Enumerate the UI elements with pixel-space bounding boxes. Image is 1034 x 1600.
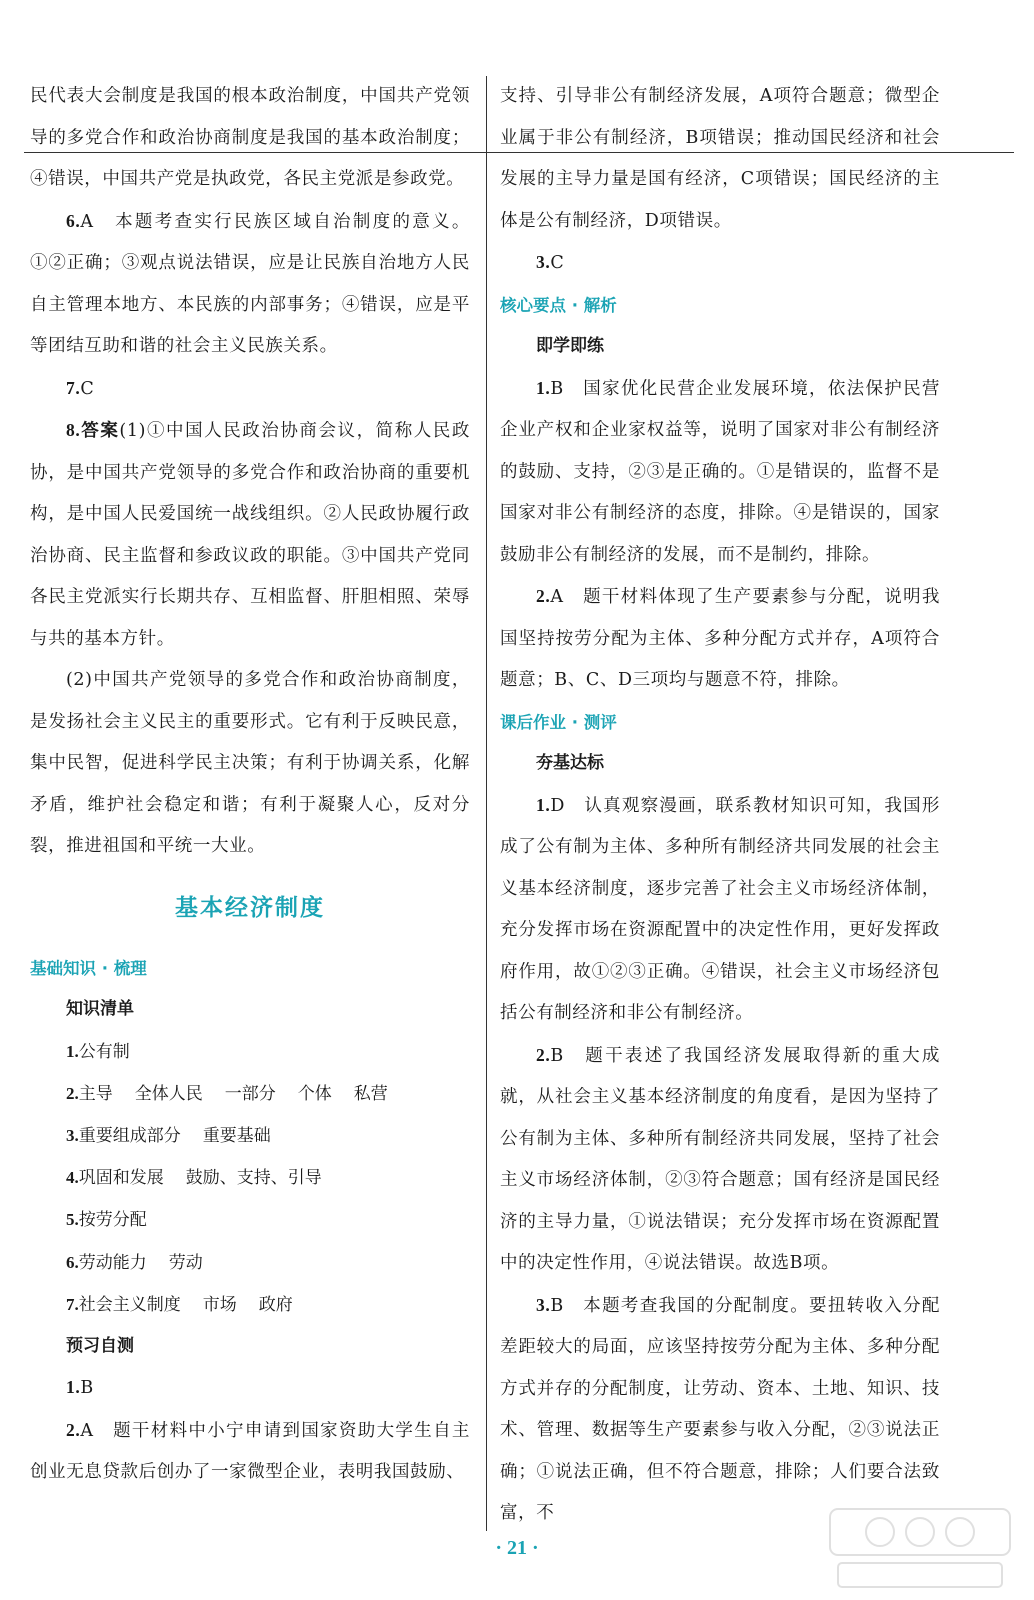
homework-answer-3 [500, 1285, 940, 1535]
practice-answer-1 [500, 368, 940, 577]
preview-answer-1 [30, 1367, 470, 1410]
list-number: 5. [66, 1210, 79, 1230]
answer-text: A 本题考查实行民族区域自治制度的意义。①②正确；③观点说法错误，应是让民族自治地方人民自主管理本地方、本民族的内部事务；④错误，应是平等团结互助和谐的社会主义民族关系。 [30, 211, 470, 356]
list-term: 公有制 [78, 1041, 130, 1062]
answer-text: C [550, 253, 565, 273]
answer-number: 2. [66, 1419, 81, 1440]
list-term: 按劳分配 [78, 1210, 147, 1231]
answer-text: A 题干材料体现了生产要素参与分配，说明我国坚持按劳分配为主体、多种分配方式并存，A项符合题意；B、C、D三项均与题意不符，排除。 [500, 587, 940, 690]
subsection-heading: 预习自测 [66, 1335, 134, 1356]
answer-label: 答案 [80, 421, 120, 441]
homework-answer-1 [500, 785, 940, 1035]
list-term: 劳动 [168, 1252, 203, 1273]
knowledge-list [30, 1031, 470, 1326]
page-number: · 21 · [495, 1537, 539, 1559]
preview-answer-2 [30, 1410, 470, 1494]
list-term: 重要基础 [202, 1125, 271, 1146]
left-column [30, 76, 470, 1494]
answer-text: B 题干表述了我国经济发展取得新的重大成就，从社会主义基本经济制度的角度看，是因为坚持了公有制为主体、多种所有制经济共同发展，坚持了社会主义市场经济体制，②③符合题意；国有经济是国民经济的主导力量，①说法错误；充分发挥市场在资源配置中的决定性作用，④说法错误。故选B项。 [500, 1045, 940, 1273]
subsection-heading: 知识清单 [66, 999, 134, 1019]
answer-number: 8. [66, 420, 81, 440]
list-number: 1. [66, 1041, 79, 1061]
answer-6 [30, 201, 470, 368]
answer-7 [30, 368, 470, 411]
section-heading: 基础知识 · 梳理 [30, 958, 147, 978]
subsection-heading: 夯基达标 [536, 753, 604, 773]
paragraph-continued: 民代表大会制度是我国的根本政治制度，中国共产党领导的多党合作和政治协商制度是我国的基本政治制度；④错误，中国共产党是执政党，各民主党派是参政党。 [30, 86, 470, 189]
knowledge-list-item [30, 1242, 470, 1284]
list-term: 鼓励、支持、引导 [185, 1168, 322, 1189]
list-term: 一部分 [224, 1083, 276, 1104]
answer-8-part-2: (2)中国共产党领导的多党合作和政治协商制度，是发扬社会主义民主的重要形式。它有利于反映民意，集中民智，促进科学民主决策；有利于协调关系，化解矛盾，维护社会稳定和谐；有利于凝聚人心，反对分裂，推进祖国和平统一大业。 [30, 670, 470, 856]
list-term: 全体人民 [134, 1083, 203, 1104]
answer-number: 3. [536, 252, 551, 272]
answer-text: B 国家优化民营企业发展环境，依法保护民营企业产权和企业家权益等，说明了国家对非公有制经济的鼓励、支持，②③是正确的。①是错误的，监督不是国家对非公有制经济的态度，排除。④是错误的，国家鼓励非公有制经济的发展，而不是制约，排除。 [500, 378, 940, 565]
answer-number: 1. [536, 794, 551, 815]
answer-number: 2. [536, 586, 551, 606]
knowledge-list-item [30, 1031, 470, 1073]
answer-number: 3. [536, 1294, 551, 1315]
answer-text: A 题干材料中小宁申请到国家资助大学生自主创业无息贷款后创办了一家微型企业，表明我国鼓励、 [30, 1420, 470, 1483]
knowledge-list-item [30, 1284, 470, 1326]
list-number: 7. [66, 1294, 79, 1314]
list-term: 主导 [78, 1083, 113, 1104]
list-number: 4. [66, 1168, 79, 1188]
list-term: 巩固和发展 [78, 1168, 164, 1189]
list-term: 个体 [297, 1083, 332, 1104]
list-number: 3. [66, 1125, 79, 1145]
answer-text: B [80, 1378, 94, 1399]
knowledge-list-item [30, 1073, 470, 1115]
answer-text: B 本题考查我国的分配制度。要扭转收入分配差距较大的局面，应该坚持按劳分配为主体、多种分配方式并存的分配制度，让劳动、资本、土地、知识、技术、管理、数据等生产要素参与收入分配，②③说法正确；①说法正确，但不符合题意，排除；人们要合法致富，不 [500, 1295, 940, 1523]
section-heading: 核心要点 · 解析 [500, 295, 617, 315]
watermark-logo [820, 1505, 1020, 1593]
column-divider [486, 76, 487, 1531]
knowledge-list-item [30, 1199, 470, 1241]
answer-number: 1. [66, 1377, 81, 1398]
section-heading: 课后作业 · 测评 [500, 712, 617, 732]
practice-answer-2 [500, 576, 940, 702]
answer-number: 7. [66, 377, 81, 398]
subsection-heading: 即学即练 [536, 336, 604, 356]
answer-number: 2. [536, 1044, 551, 1065]
paragraph-continued: 支持、引导非公有制经济发展，A项符合题意；微型企业属于非公有制经济，B项错误；推动国民经济和社会发展的主导力量是国有经济，C项错误；国民经济的主体是公有制经济，D项错误。 [500, 86, 940, 231]
list-term: 政府 [258, 1294, 293, 1315]
list-term: 重要组成部分 [78, 1125, 181, 1146]
knowledge-list-item [30, 1115, 470, 1157]
preview-answer-3 [500, 242, 940, 285]
answer-text: C [80, 378, 95, 399]
list-term: 劳动能力 [78, 1252, 147, 1273]
right-column [500, 76, 940, 1535]
answer-text: D 认真观察漫画，联系教材知识可知，我国形成了公有制为主体、多种所有制经济共同发展的社会主义基本经济制度，逐步完善了社会主义市场经济体制，充分发挥市场在资源配置中的决定性作用，更好发挥政府作用，故①②③正确。④错误，社会主义市场经济包括公有制经济和非公有制经济。 [500, 795, 940, 1023]
list-term: 私营 [353, 1083, 388, 1104]
answer-text: (1)①中国人民政治协商会议，简称人民政协，是中国共产党领导的多党合作和政治协商的重要机构，是中国人民爱国统一战线组织。②人民政协履行政治协商、民主监督和参政议政的职能。③中国共产党同各民主党派实行长期共存、互相监督、肝胆相照、荣辱与共的基本方针。 [30, 421, 470, 649]
list-term: 社会主义制度 [78, 1294, 181, 1315]
list-number: 2. [66, 1083, 79, 1103]
chapter-title: 基本经济制度 [175, 894, 325, 921]
homework-answer-2 [500, 1035, 940, 1285]
answer-8 [30, 410, 470, 660]
answer-number: 1. [536, 377, 551, 398]
knowledge-list-item [30, 1157, 470, 1199]
list-term: 市场 [202, 1294, 237, 1315]
list-number: 6. [66, 1252, 79, 1272]
answer-number: 6. [66, 210, 81, 231]
